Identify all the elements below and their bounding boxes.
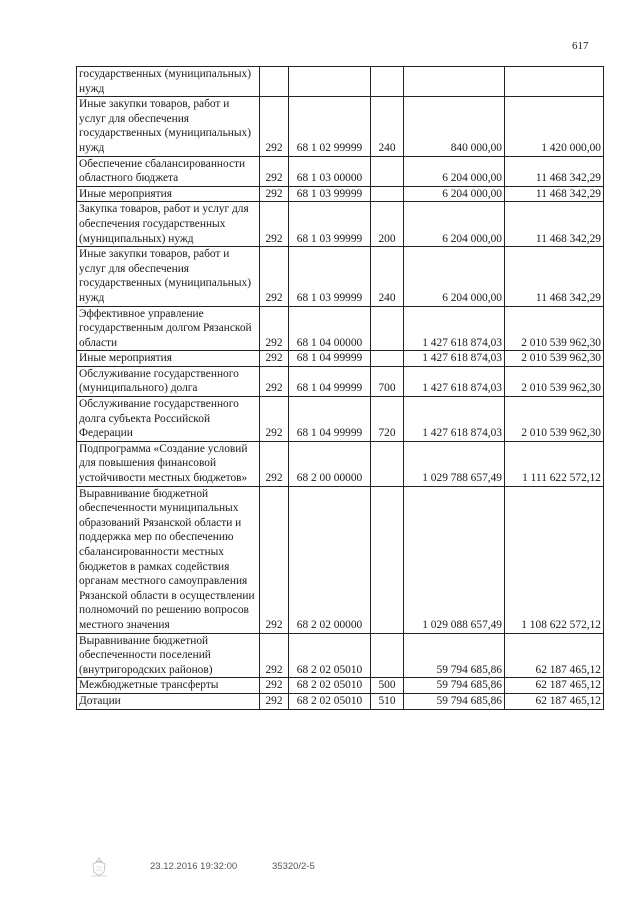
row-gr-code: 292	[260, 693, 289, 709]
row-sum-2017: 1 427 618 874,03	[404, 351, 505, 367]
row-csr-code: 68 1 04 99999	[289, 366, 371, 396]
row-csr-code: 68 1 02 99999	[289, 97, 371, 156]
row-name: Подпрограмма «Создание условий для повышения финансовой устойчивости местных бюджетов»	[77, 441, 260, 486]
table-row	[77, 441, 604, 486]
row-csr-code: 68 1 04 00000	[289, 306, 371, 351]
table-row	[77, 67, 604, 97]
row-sum-2018: 11 468 342,29	[505, 247, 604, 306]
row-gr-code: 292	[260, 202, 289, 247]
row-vr-code: 240	[371, 247, 404, 306]
budget-table	[76, 66, 604, 710]
row-sum-2018: 11 468 342,29	[505, 186, 604, 202]
row-sum-2018: 62 187 465,12	[505, 693, 604, 709]
row-csr-code: 68 1 04 99999	[289, 397, 371, 442]
row-gr-code: 292	[260, 486, 289, 633]
row-sum-2017: 6 204 000,00	[404, 186, 505, 202]
budget-table-body	[77, 67, 604, 710]
row-vr-code	[371, 351, 404, 367]
row-vr-code	[371, 441, 404, 486]
row-csr-code: 68 1 03 99999	[289, 247, 371, 306]
row-name: Обслуживание государственного долга субъекта Российской Федерации	[77, 397, 260, 442]
row-csr-code: 68 2 02 05010	[289, 633, 371, 678]
row-vr-code: 500	[371, 678, 404, 694]
page-number: 617	[572, 40, 589, 52]
row-vr-code: 700	[371, 366, 404, 396]
row-sum-2018: 1 111 622 572,12	[505, 441, 604, 486]
row-csr-code	[289, 67, 371, 97]
row-gr-code: 292	[260, 441, 289, 486]
table-row	[77, 156, 604, 186]
table-row	[77, 397, 604, 442]
row-sum-2018: 11 468 342,29	[505, 156, 604, 186]
table-row	[77, 306, 604, 351]
row-sum-2018: 62 187 465,12	[505, 633, 604, 678]
row-gr-code: 292	[260, 633, 289, 678]
table-row	[77, 486, 604, 633]
row-sum-2017: 59 794 685,86	[404, 633, 505, 678]
row-name: Дотации	[77, 693, 260, 709]
row-sum-2017: 6 204 000,00	[404, 156, 505, 186]
table-row	[77, 97, 604, 156]
row-sum-2017: 59 794 685,86	[404, 693, 505, 709]
row-sum-2018: 11 468 342,29	[505, 202, 604, 247]
row-vr-code: 240	[371, 97, 404, 156]
table-row	[77, 247, 604, 306]
row-sum-2018: 1 420 000,00	[505, 97, 604, 156]
table-row	[77, 351, 604, 367]
row-name: Эффективное управление государственным долгом Рязанской области	[77, 306, 260, 351]
row-sum-2018: 62 187 465,12	[505, 678, 604, 694]
row-gr-code: 292	[260, 397, 289, 442]
row-sum-2017: 1 029 088 657,49	[404, 486, 505, 633]
row-name: Выравнивание бюджетной обеспеченности поселений (внутригородских районов)	[77, 633, 260, 678]
row-name: Иные закупки товаров, работ и услуг для обеспечения государственных (муниципальных) нужд	[77, 247, 260, 306]
row-gr-code: 292	[260, 247, 289, 306]
table-row	[77, 202, 604, 247]
emblem-icon	[88, 856, 110, 880]
row-sum-2017: 1 427 618 874,03	[404, 397, 505, 442]
row-sum-2017: 840 000,00	[404, 97, 505, 156]
row-gr-code	[260, 67, 289, 97]
row-vr-code: 200	[371, 202, 404, 247]
row-vr-code: 510	[371, 693, 404, 709]
row-sum-2018: 1 108 622 572,12	[505, 486, 604, 633]
row-csr-code: 68 2 00 00000	[289, 441, 371, 486]
row-sum-2017: 6 204 000,00	[404, 247, 505, 306]
row-name: Обеспечение сбалансированности областного бюджета	[77, 156, 260, 186]
row-csr-code: 68 1 04 99999	[289, 351, 371, 367]
row-name: Обслуживание государственного (муниципального) долга	[77, 366, 260, 396]
table-row	[77, 693, 604, 709]
row-vr-code	[371, 186, 404, 202]
row-name: Выравнивание бюджетной обеспеченности муниципальных образований Рязанской области и поддержка мер по обеспечению сбалансированности местных бюджетов в рамках содействия органам местного самоуправления Рязанской области в осуществлении полномочий по решению вопросов местного значения	[77, 486, 260, 633]
table-row	[77, 366, 604, 396]
footer-date: 23.12.2016 19:32:00	[150, 861, 238, 872]
row-gr-code: 292	[260, 156, 289, 186]
row-gr-code: 292	[260, 97, 289, 156]
table-row	[77, 633, 604, 678]
row-sum-2017: 1 427 618 874,03	[404, 366, 505, 396]
footer-document-number: 35320/2-5	[272, 861, 315, 872]
row-csr-code: 68 1 03 99999	[289, 202, 371, 247]
row-name: государственных (муниципальных) нужд	[77, 67, 260, 97]
row-csr-code: 68 2 02 05010	[289, 693, 371, 709]
row-vr-code	[371, 486, 404, 633]
row-name: Иные закупки товаров, работ и услуг для обеспечения государственных (муниципальных) нужд	[77, 97, 260, 156]
row-csr-code: 68 2 02 00000	[289, 486, 371, 633]
row-sum-2018: 2 010 539 962,30	[505, 306, 604, 351]
row-sum-2017	[404, 67, 505, 97]
row-vr-code: 720	[371, 397, 404, 442]
row-sum-2017: 6 204 000,00	[404, 202, 505, 247]
row-csr-code: 68 2 02 05010	[289, 678, 371, 694]
row-name: Межбюджетные трансферты	[77, 678, 260, 694]
row-sum-2017: 59 794 685,86	[404, 678, 505, 694]
row-gr-code: 292	[260, 186, 289, 202]
row-gr-code: 292	[260, 678, 289, 694]
row-csr-code: 68 1 03 00000	[289, 156, 371, 186]
row-gr-code: 292	[260, 351, 289, 367]
row-vr-code	[371, 633, 404, 678]
row-sum-2018: 2 010 539 962,30	[505, 397, 604, 442]
row-vr-code	[371, 306, 404, 351]
row-sum-2017: 1 427 618 874,03	[404, 306, 505, 351]
row-gr-code: 292	[260, 306, 289, 351]
row-name: Закупка товаров, работ и услуг для обеспечения государственных (муниципальных) нужд	[77, 202, 260, 247]
row-csr-code: 68 1 03 99999	[289, 186, 371, 202]
table-row	[77, 186, 604, 202]
row-name: Иные мероприятия	[77, 186, 260, 202]
row-vr-code	[371, 67, 404, 97]
row-vr-code	[371, 156, 404, 186]
row-sum-2018	[505, 67, 604, 97]
row-sum-2018: 2 010 539 962,30	[505, 366, 604, 396]
row-sum-2017: 1 029 788 657,49	[404, 441, 505, 486]
row-name: Иные мероприятия	[77, 351, 260, 367]
row-sum-2018: 2 010 539 962,30	[505, 351, 604, 367]
row-gr-code: 292	[260, 366, 289, 396]
table-row	[77, 678, 604, 694]
